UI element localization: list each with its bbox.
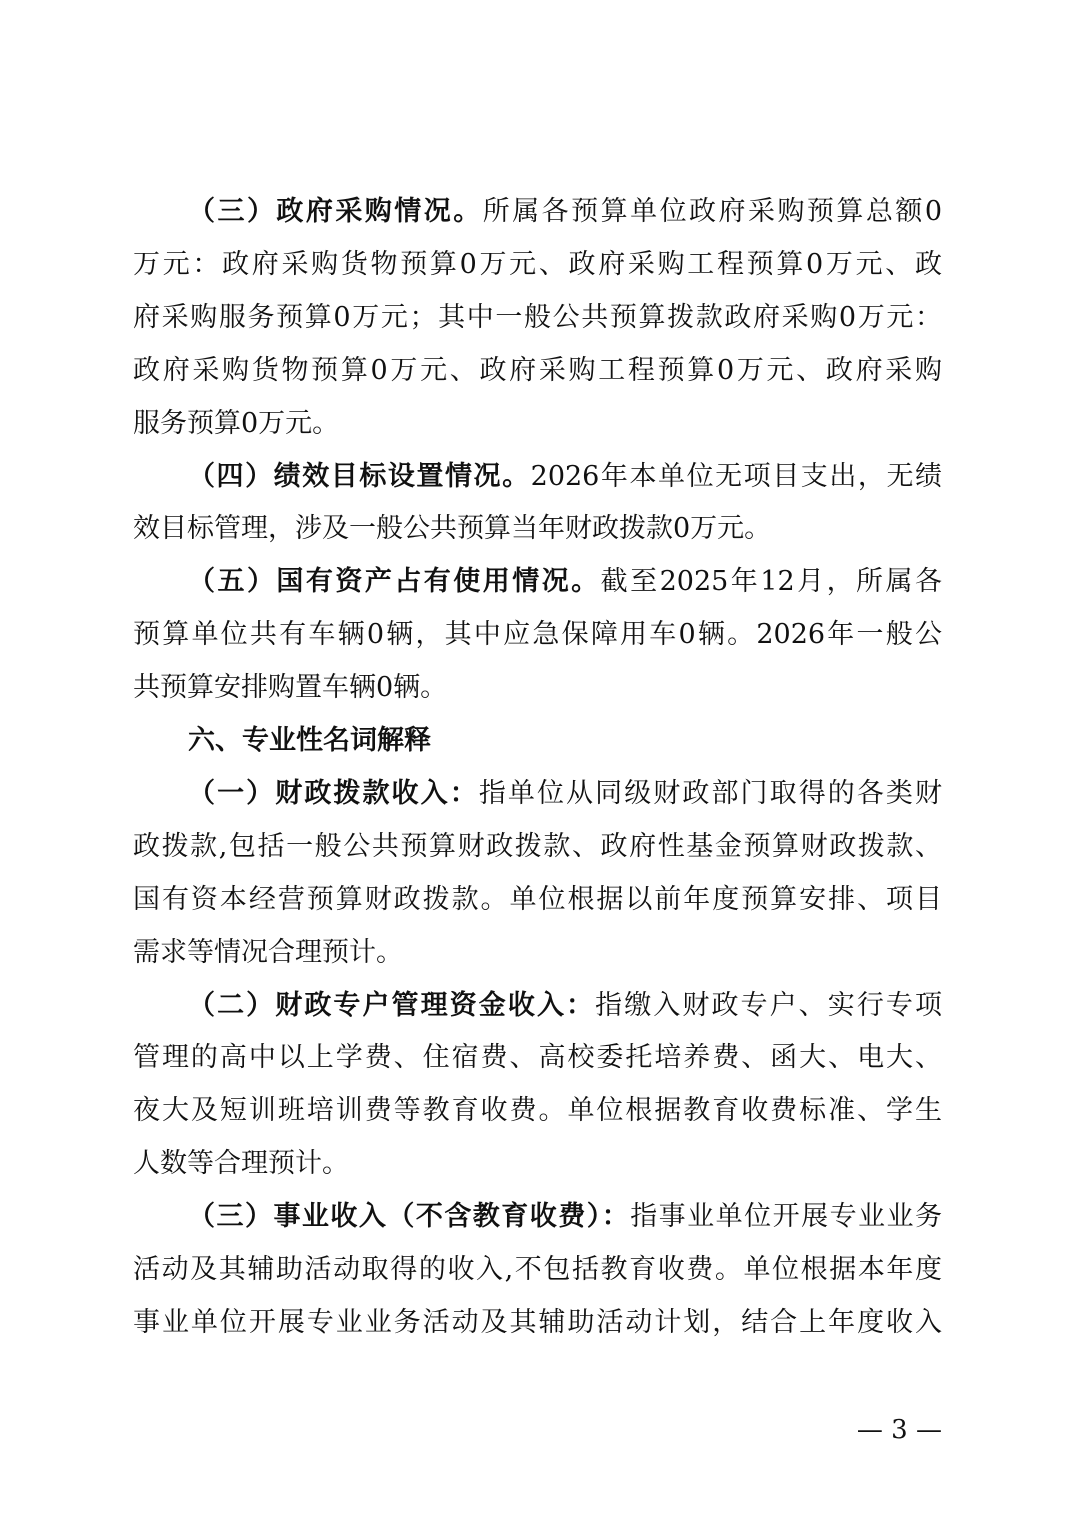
paragraph-lead: （三）政府采购情况。 [188, 196, 483, 227]
paragraph-line [133, 245, 942, 285]
paragraph-text: 国有资本经营预算财政拨款。单位根据以前年度预算安排、项目 [133, 883, 942, 915]
paragraph-line [188, 986, 942, 1026]
paragraph-text: 事业单位开展专业业务活动及其辅助活动计划，结合上年度收入 [133, 1306, 942, 1338]
paragraph-lead: （三）事业收入（不含教育收费）： [188, 1201, 631, 1233]
paragraph-line [133, 827, 942, 867]
paragraph-text: 万元：政府采购货物预算0万元、政府采购工程预算0万元、政 [133, 248, 942, 280]
paragraph-lead: （四）绩效目标设置情况。 [188, 460, 531, 492]
paragraph-line [133, 880, 942, 920]
paragraph-text: 服务预算0万元。 [133, 407, 340, 439]
paragraph-line [133, 509, 942, 549]
paragraph-lead: （五）国有资产占有使用情况。 [188, 566, 601, 598]
paragraph-line [188, 562, 942, 602]
paragraph-text: 预算单位共有车辆0辆，其中应急保障用车0辆。2026年一般公 [133, 619, 942, 651]
paragraph-line [133, 298, 942, 338]
paragraph-line [133, 668, 942, 708]
paragraph-text: 指缴入财政专户、实行专项 [595, 989, 943, 1021]
paragraph-line [188, 1197, 942, 1237]
paragraph-text: 截至2025年12月，所属各 [600, 566, 942, 598]
paragraph-text: 府采购服务预算0万元；其中一般公共预算拨款政府采购0万元： [133, 301, 942, 333]
page-number: — 3 — [856, 1415, 942, 1445]
paragraph-text: 指单位从同级财政部门取得的各类财 [478, 777, 943, 809]
paragraph-line [133, 1038, 942, 1078]
paragraph-text: 指事业单位开展专业业务 [630, 1201, 943, 1233]
paragraph-text: 活动及其辅助活动取得的收入,不包括教育收费。单位根据本年度 [133, 1254, 942, 1285]
paragraph-line [133, 351, 942, 391]
paragraph-text: 政府采购货物预算0万元、政府采购工程预算0万元、政府采购 [133, 354, 942, 386]
paragraph-line [133, 615, 942, 655]
paragraph-line [133, 1303, 942, 1343]
paragraph-lead: （一）财政拨款收入： [188, 777, 479, 809]
paragraph-line [133, 933, 942, 973]
paragraph-text: 管理的高中以上学费、住宿费、高校委托培养费、函大、电大、 [133, 1042, 942, 1074]
paragraph-text: 夜大及短训班培训费等教育收费。单位根据教育收费标准、学生 [133, 1095, 942, 1127]
paragraph-text: 所属各预算单位政府采购预算总额0 [482, 196, 942, 227]
paragraph-line [188, 774, 942, 814]
paragraph-line [133, 1091, 942, 1131]
paragraph-line [133, 1144, 942, 1184]
paragraph-text: 需求等情况合理预计。 [133, 936, 403, 968]
paragraph-lead: （二）财政专户管理资金收入： [188, 989, 596, 1021]
paragraph-text: 共预算安排购置车辆0辆。 [133, 672, 448, 704]
paragraph-line [188, 192, 942, 232]
paragraph-text: 人数等合理预计。 [133, 1148, 349, 1180]
paragraph-line [133, 1250, 942, 1290]
paragraph-text: 2026年本单位无项目支出，无绩 [530, 460, 942, 492]
section-heading: 六、专业性名词解释 [188, 725, 431, 756]
paragraph-line [188, 457, 942, 497]
paragraph-line [133, 404, 942, 444]
paragraph-text: 效目标管理，涉及一般公共预算当年财政拨款0万元。 [133, 513, 772, 545]
paragraph-text: 政拨款,包括一般公共预算财政拨款、政府性基金预算财政拨款、 [133, 830, 942, 862]
